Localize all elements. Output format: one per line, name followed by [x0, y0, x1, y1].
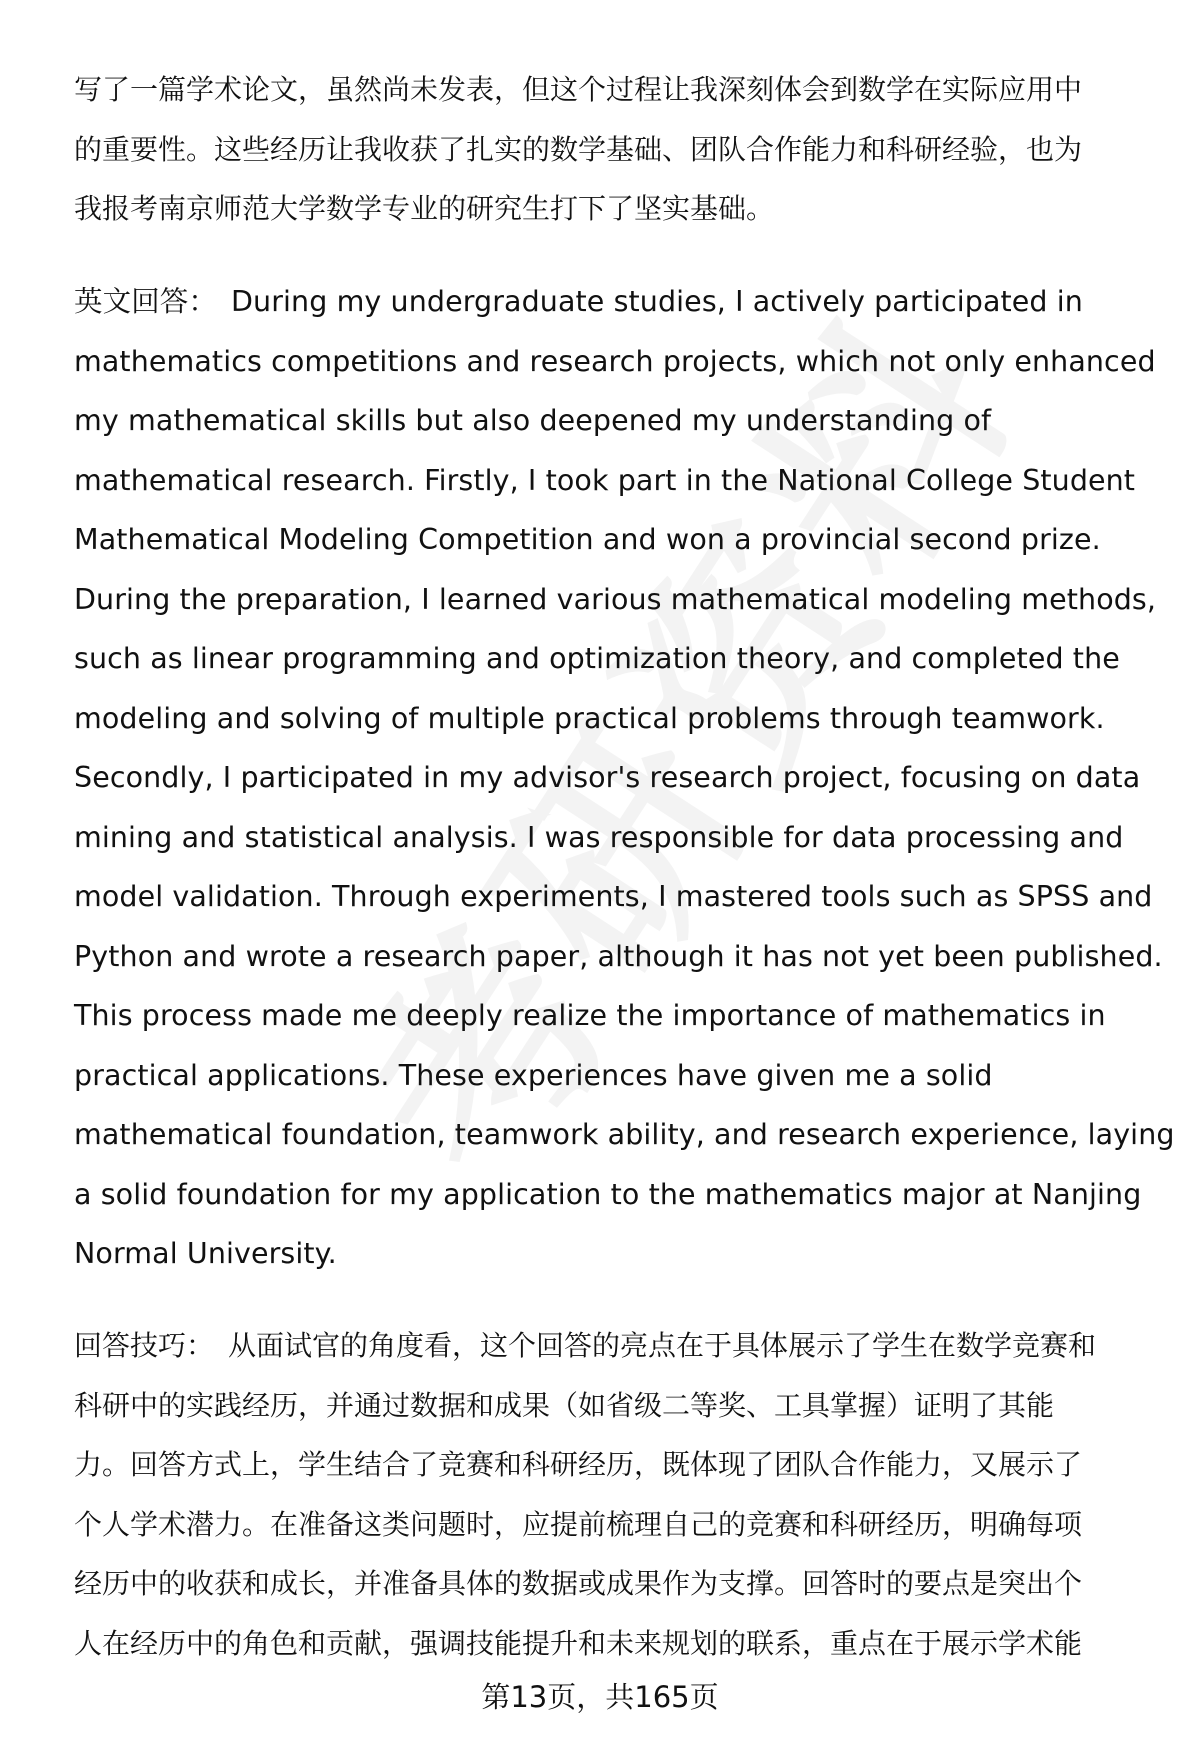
text-line: mathematics competitions and research projects, which not only enhanced	[74, 344, 1156, 378]
text-line: 经历中的收获和成长，并准备具体的数据或成果作为支撑。回答时的要点是突出个	[74, 1567, 1083, 1600]
text-line: 力。回答方式上，学生结合了竞赛和科研经历，既体现了团队合作能力，又展示了	[74, 1448, 1083, 1481]
text-line: model validation. Through experiments, I mastered tools such as SPSS and	[74, 880, 1153, 913]
text-line: Secondly, I participated in my advisor's research project, focusing on data	[74, 761, 1141, 794]
text-line: 科研中的实践经历，并通过数据和成果（如省级二等奖、工具掌握）证明了其能	[74, 1388, 1055, 1422]
text-line	[74, 1316, 1154, 1376]
text-line: 人在经历中的角色和贡献，强调技能提升和未来规划的联系，重点在于展示学术能	[74, 1626, 1083, 1660]
text-line: my mathematical skills but also deepened my understanding of	[74, 404, 992, 437]
english-answer-label: 英文回答：	[74, 285, 218, 318]
text-line: Python and wrote a research paper, although it has not yet been published.	[74, 939, 1163, 973]
paragraph-english-answer	[74, 272, 1175, 1284]
text-line: During the preparation, I learned various mathematical modeling methods,	[74, 582, 1157, 616]
text-line: Normal University.	[74, 1237, 337, 1270]
text-line: a solid foundation for my application to the mathematics major at Nanjing	[74, 1177, 1142, 1211]
text-line: Mathematical Modeling Competition and won a provincial second prize.	[74, 523, 1101, 556]
text-line: practical applications. These experiences have given me a solid	[74, 1058, 993, 1092]
text-line-rest: During my undergraduate studies, I actively participated in	[231, 285, 1083, 318]
paragraph-answer-tips	[74, 1316, 1154, 1673]
text-line-rest: 从面试官的角度看，这个回答的亮点在于具体展示了学生在数学竞赛和	[228, 1329, 1097, 1362]
text-line: 的重要性。这些经历让我收获了扎实的数学基础、团队合作能力和科研经验，也为	[74, 132, 1083, 166]
text-line: 我报考南京师范大学数学专业的研究生打下了坚实基础。	[74, 192, 775, 225]
page-number-footer: 第13页，共165页	[481, 1680, 719, 1714]
text-line: 写了一篇学术论文，虽然尚未发表，但这个过程让我深刻体会到数学在实际应用中	[74, 73, 1083, 106]
answer-tips-label: 回答技巧：	[74, 1329, 215, 1362]
paragraph-chinese-answer	[74, 60, 1154, 239]
text-line: such as linear programming and optimization theory, and completed the	[74, 642, 1120, 675]
text-line: modeling and solving of multiple practical problems through teamwork.	[74, 701, 1105, 735]
text-line: mining and statistical analysis. I was responsible for data processing and	[74, 820, 1124, 854]
text-line: This process made me deeply realize the importance of mathematics in	[74, 999, 1106, 1032]
text-line: 个人学术潜力。在准备这类问题时，应提前梳理自己的竞赛和科研经历，明确每项	[74, 1507, 1083, 1541]
text-line: mathematical research. Firstly, I took part in the National College Student	[74, 463, 1136, 497]
text-line: mathematical foundation, teamwork ability, and research experience, laying	[74, 1118, 1175, 1151]
text-line	[74, 272, 1154, 332]
